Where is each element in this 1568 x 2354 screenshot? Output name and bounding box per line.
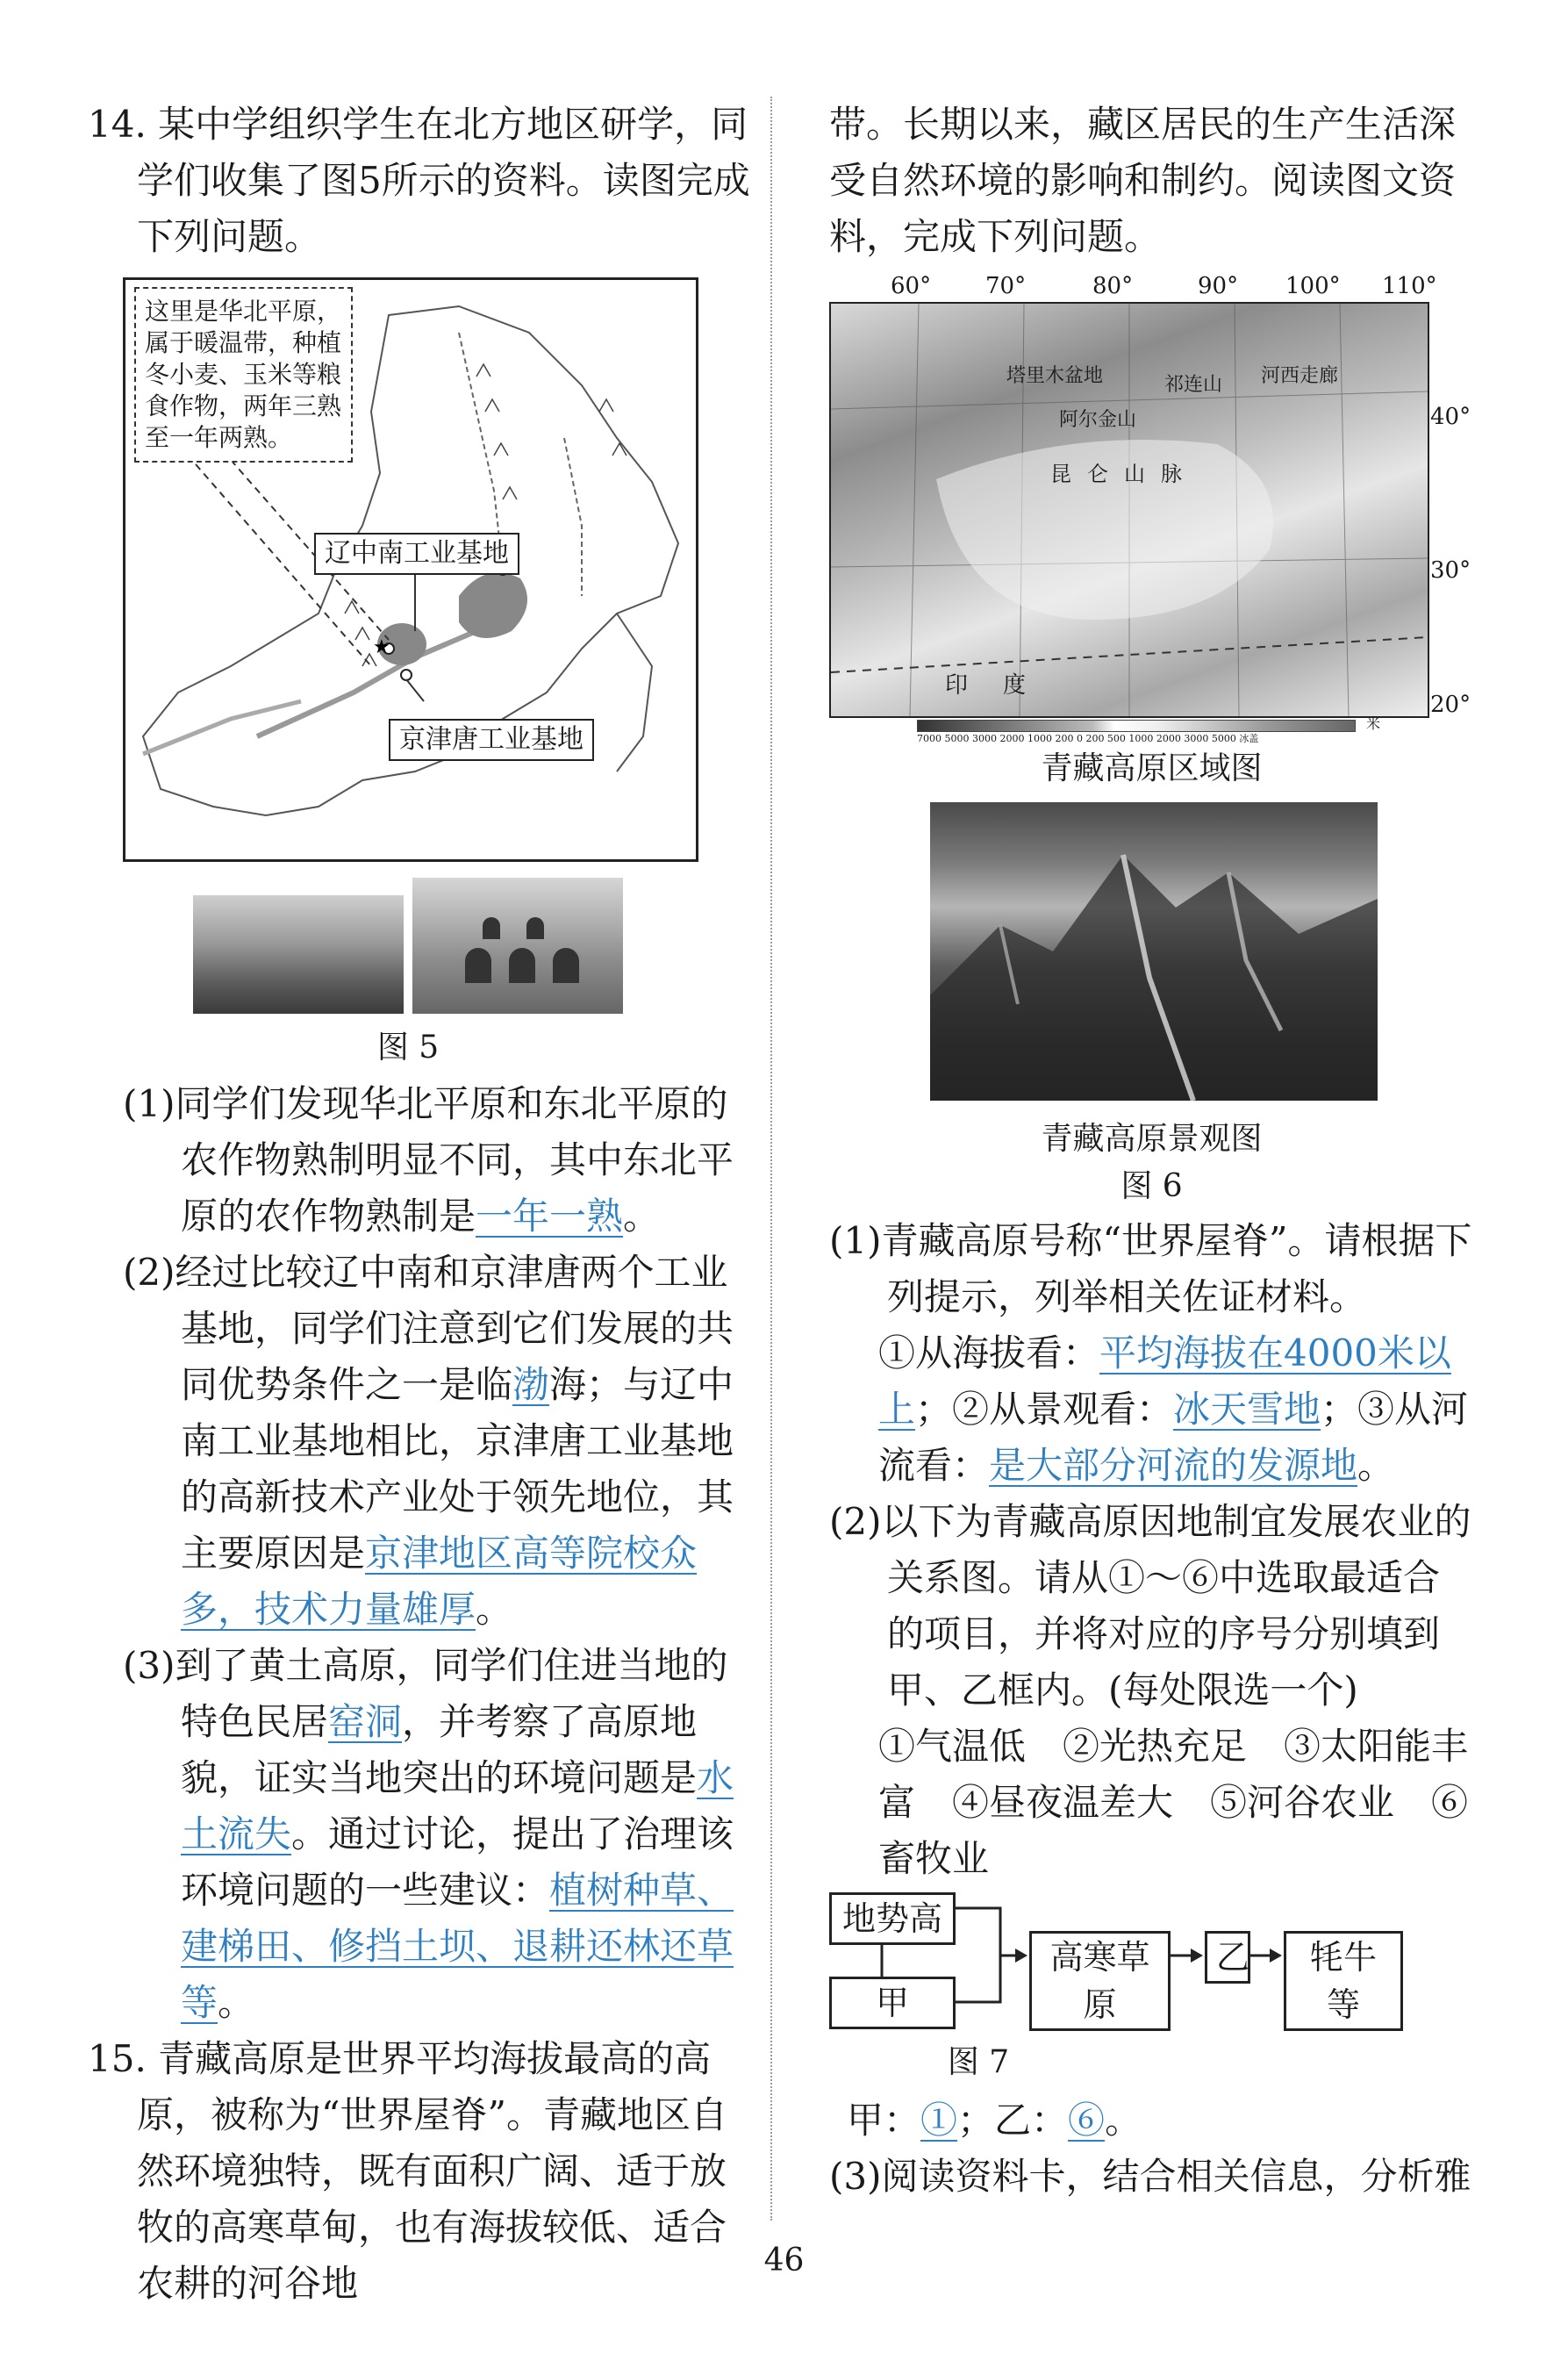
q15-part3: (3)阅读资料卡，结合相关信息，分析雅: [829, 2155, 1471, 2198]
flow-high-terrain: 地势高: [829, 1892, 956, 1945]
tibet-region-map: [829, 272, 1474, 746]
column-divider: [770, 97, 772, 2221]
tibet-landscape-photo: [930, 802, 1378, 1101]
lon-60: 60°: [891, 273, 932, 299]
q15-p1-c: ；②从景观看：: [915, 1388, 1174, 1431]
q15-p1-b: ①从海拔看：: [878, 1331, 1100, 1374]
lon-90: 90°: [1198, 273, 1239, 299]
q15-p1-answer1: 平均海拔在4000米以上: [878, 1331, 1451, 1431]
flow-alpine-grassland: 高寒草原: [1029, 1931, 1171, 2031]
ans-sep: ；乙：: [957, 2099, 1069, 2142]
flow-box-yi: 乙: [1205, 1931, 1250, 1984]
liaozhongnan-label: 辽中南工业基地: [314, 533, 519, 575]
lon-70: 70°: [985, 273, 1027, 299]
q14-p2-answer1: 渤: [512, 1363, 550, 1406]
cave-dwelling-arches: [412, 878, 623, 1014]
svg-text:★: ★: [373, 636, 390, 658]
place-qilian: 祁连山: [1164, 374, 1223, 396]
lon-80: 80°: [1092, 273, 1134, 299]
tibet-photo-caption: 青藏高原景观图: [1041, 1121, 1263, 1157]
ans-yi: ⑥: [1068, 2099, 1106, 2142]
fig6-caption: 图 6: [1121, 1168, 1183, 1204]
north-china-map: [123, 277, 698, 862]
flow-box-jia: 甲: [829, 1977, 956, 2029]
q14-part1: [123, 1076, 755, 1245]
q14-p2-b: 海；与辽中南工业基地相比，京津唐工业基地的高新技术产业处于领先地位，其主要原因是: [181, 1363, 734, 1575]
q15-part1-answers: [878, 1325, 1474, 1494]
q14-p1-text: (1)同学们发现华北平原和东北平原的农作物熟制明显不同，其中东北平原的农作物熟制是: [123, 1082, 734, 1238]
q14-p3-answer1: 窑洞: [328, 1700, 403, 1743]
q14-p1-answer: 一年一熟: [476, 1195, 624, 1238]
q14-p3-a: (3)到了黄土高原，同学们住进当地的特色民居: [123, 1644, 728, 1743]
q15-part2-answer: [847, 2092, 1474, 2149]
lon-100: 100°: [1285, 273, 1341, 299]
q14-p1-end: 。: [623, 1195, 661, 1238]
q14-p3-answer3: 植树种草、建梯田、修挡土坝、退耕还林还草等: [181, 1869, 734, 2024]
legend-unit: 米: [1366, 715, 1381, 732]
ans-jia: ①: [920, 2099, 958, 2142]
flow-yak: 牦牛等: [1284, 1931, 1403, 2031]
lon-110: 110°: [1382, 273, 1437, 299]
mountain-ridges: [930, 802, 1378, 1101]
fig5-photos: [193, 878, 755, 1018]
q14-stem: 14. 某中学组织学生在北方地区研学，同学们收集了图5所示的资料。读图完成下列问题。: [88, 103, 750, 258]
q14-part2: [123, 1245, 755, 1638]
q15-p1-a: (1)青藏高原号称“世界屋脊”。请根据下列提示，列举相关佐证材料。: [829, 1219, 1472, 1318]
legend-gradient: [917, 720, 1356, 732]
page-number: 46: [763, 2243, 805, 2279]
cave-dwelling-photo: [412, 878, 623, 1014]
north-china-plain-callout: 这里是华北平原，属于暖温带，种植冬小麦、玉米等粮食作物，两年三熟至一年两熟。: [134, 287, 353, 463]
left-column: [88, 97, 755, 2312]
agriculture-flow-chart: [829, 1892, 1474, 2024]
q14-p2-end: 。: [476, 1588, 513, 1631]
q14-p3-b: ，并考察了高原地貌，证实当地突出的环境问题是: [181, 1700, 698, 1799]
loess-landscape-photo: [193, 895, 404, 1014]
q14-p3-c: 。通过讨论，提出了治理该环境问题的一些建议：: [181, 1812, 734, 1912]
q15-stem: 15. 青藏高原是世界平均海拔最高的高原，被称为“世界屋脊”。青藏地区自然环境独特，既有面积广阔、适于放牧的高寒草甸，也有海拔较低、适合农耕的河谷地: [88, 2037, 727, 2305]
q15-part1: [829, 1213, 1474, 1325]
q14-p2-a: (2)经过比较辽中南和京津唐两个工业基地，同学们注意到它们发展的共同优势条件之一是临: [123, 1251, 734, 1406]
q15-p1-end: 。: [1357, 1444, 1395, 1487]
place-altun: 阿尔金山: [1059, 409, 1137, 431]
ans-end: 。: [1105, 2099, 1142, 2142]
q14-p3-end: 。: [218, 1981, 255, 2024]
ans-jia-label: 甲：: [847, 2099, 921, 2142]
q15-part2-options: ①气温低 ②光热充足 ③太阳能丰富 ④昼夜温差大 ⑤河谷农业 ⑥畜牧业: [878, 1725, 1469, 1880]
right-column: [829, 97, 1474, 2205]
legend-values: 7000 5000 3000 2000 1000 200 0 200 500 1000 2000 3000 5000 冰盖: [917, 733, 1259, 744]
q15-p1-d: ；③从河流看：: [878, 1388, 1469, 1487]
q15-p1-answer3: 是大部分河流的发源地: [989, 1444, 1358, 1487]
place-hexi: 河西走廊: [1261, 365, 1339, 387]
place-tarim: 塔里木盆地: [1006, 365, 1104, 387]
tibet-map-caption: 青藏高原区域图: [1041, 750, 1263, 786]
lat-30: 30°: [1430, 557, 1471, 584]
lat-40: 40°: [1430, 404, 1471, 430]
place-india: 印度: [945, 672, 1062, 699]
q14-p3-answer2: 水土流失: [181, 1756, 734, 1855]
q15-stem-continued: 带。长期以来，藏区居民的生产生活深受自然环境的影响和制约。阅读图文资料，完成下列问题。: [829, 103, 1457, 258]
elevation-legend: [917, 720, 1356, 746]
place-kunlun: 昆仑山脉: [1050, 462, 1198, 486]
terrain-map-frame: [829, 302, 1429, 718]
fig5-caption: 图 5: [376, 1030, 440, 1066]
jingjintang-label: 京津唐工业基地: [389, 719, 594, 761]
q15-part2: (2)以下为青藏高原因地制宜发展农业的关系图。请从①～⑥中选取最适合的项目，并将对应的序号分别填到甲、乙框内。(每处限选一个): [829, 1500, 1471, 1712]
q15-p1-answer2: 冰天雪地: [1173, 1388, 1321, 1431]
map-lon-labels: [829, 272, 1474, 300]
lat-20: 20°: [1430, 692, 1471, 718]
q14-p2-answer2: 京津地区高等院校众多，技术力量雄厚: [181, 1532, 698, 1631]
fig7-caption: 图 7: [947, 2044, 1010, 2080]
q14-part3: [123, 1638, 755, 2031]
